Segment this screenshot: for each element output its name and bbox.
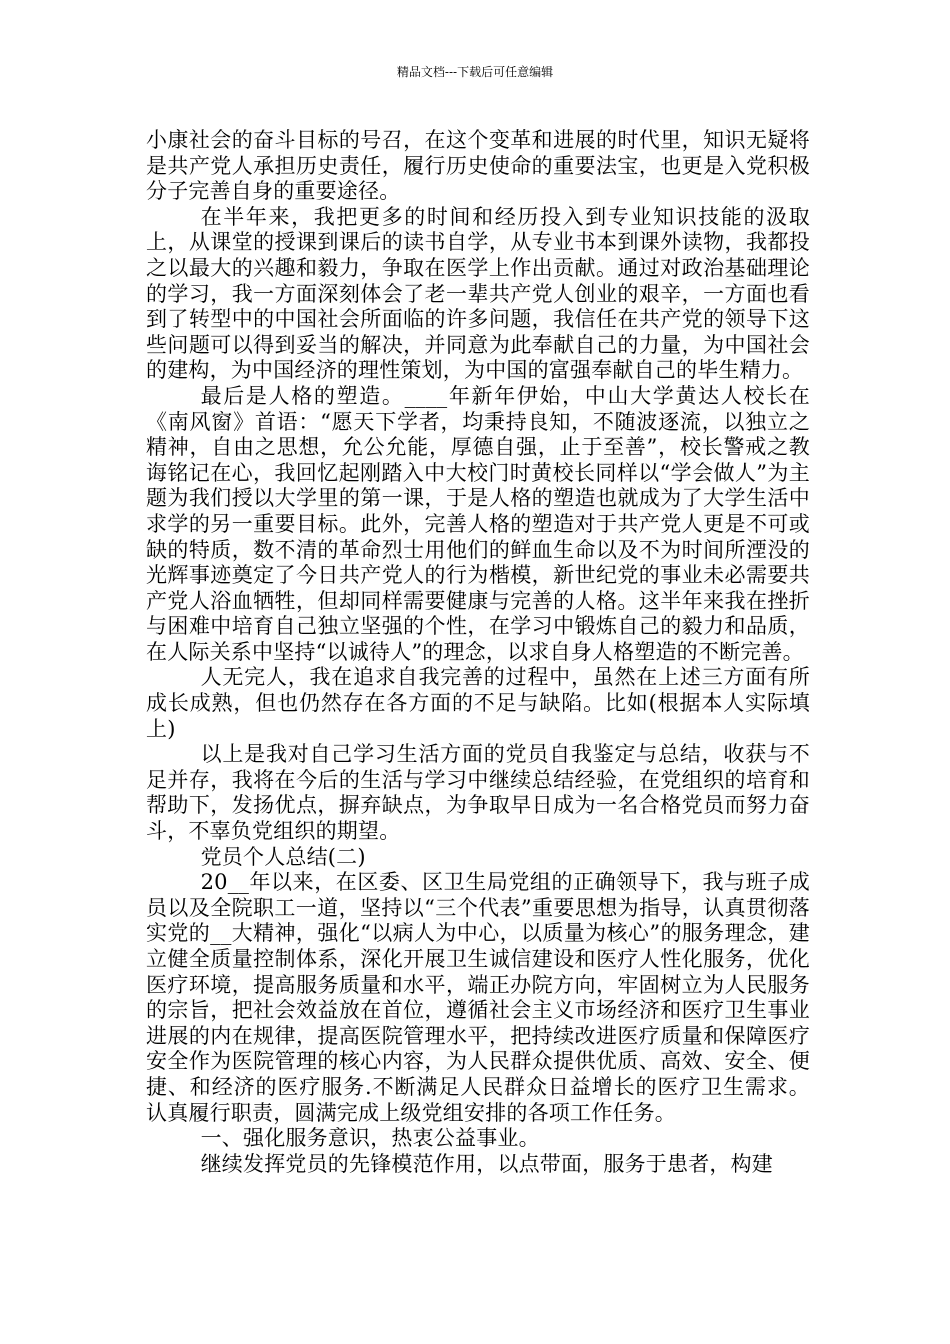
- paragraph: 在半年来，我把更多的时间和经历投入到专业知识技能的汲取上，从课堂的授课到课后的读书自学，从专业书本到课外读物，我都投之以最大的兴趣和毅力，争取在医学上作出贡献。通过对政治基础理论的学习，我一方面深刻体会了老一辈共产党人创业的艰辛，一方面也看到了转型中的中国社会所面临的许多问题，我信任在共产党的领导下这些问题可以得到妥当的解决，并同意为此奉献自己的力量，为中国社会的建构，为中国经济的理性策划，为中国的富强奉献自己的毕生精力。: [146, 204, 810, 383]
- page-header: 精品文档---下载后可任意编辑: [396, 65, 554, 79]
- paragraph: 最后是人格的塑造。____年新年伊始，中山大学黄达人校长在《南风窗》首语：“愿天下学者，均秉持良知，不随波逐流，以独立之精神，自由之思想，允公允能，厚德自强，止于至善”，校长警戒之教诲铭记在心，我回忆起刚踏入中大校门时黄校长同样以“学会做人”为主题为我们授以大学里的第一课，于是人格的塑造也就成为了大学生活中求学的另一重要目标。此外，完善人格的塑造对于共产党人更是不可或缺的特质，数不清的革命烈士用他们的鲜血生命以及不为时间所湮没的光辉事迹奠定了今日共产党人的行为楷模，新世纪党的事业未必需要共产党人浴血牺牲，但却同样需要健康与完善的人格。这半年来我在挫折与困难中培育自己独立坚强的个性，在学习中锻炼自己的毅力和品质，在人际关系中坚持“以诚待人”的理念，以求自身人格塑造的不断完善。: [146, 383, 810, 664]
- paragraph: 小康社会的奋斗目标的号召，在这个变革和进展的时代里，知识无疑将是共产党人承担历史责任，履行历史使命的重要法宝，也更是入党积极分子完善自身的重要途径。: [146, 128, 810, 204]
- section-heading: 党员个人总结(二): [200, 844, 366, 869]
- section-heading: 一、强化服务意识，热衷公益事业。: [200, 1126, 540, 1151]
- document-body: [146, 128, 810, 1177]
- paragraph: 20__年以来，在区委、区卫生局党组的正确领导下，我与班子成员以及全院职工一道，坚持以“三个代表”重要思想为指导，认真贯彻落实党的__大精神，强化“以病人为中心，以质量为核心”的服务理念，建立健全质量控制体系，深化开展卫生诚信建设和医疗人性化服务，优化医疗环境，提高服务质量和水平，端正办院方向，牢固树立为人民服务的宗旨，把社会效益放在首位，遵循社会主义市场经济和医疗卫生事业进展的内在规律，提高医院管理水平，把持续改进医疗质量和保障医疗安全作为医院管理的核心内容，为人民群众提供优质、高效、安全、便捷、和经济的医疗服务.不断满足人民群众日益增长的医疗卫生需求。认真履行职责，圆满完成上级党组安排的各项工作任务。: [146, 870, 810, 1125]
- paragraph: 以上是我对自己学习生活方面的党员自我鉴定与总结，收获与不足并存，我将在今后的生活与学习中继续总结经验，在党组织的培育和帮助下，发扬优点，摒弃缺点，为争取早日成为一名合格党员而努力奋斗，不辜负党组织的期望。: [146, 742, 810, 844]
- paragraph: 继续发挥党员的先锋模范作用，以点带面，服务于患者，构建: [200, 1151, 773, 1176]
- paragraph: 人无完人，我在追求自我完善的过程中，虽然在上述三方面有所成长成熟，但也仍然存在各方面的不足与缺陷。比如(根据本人实际填上): [146, 665, 810, 741]
